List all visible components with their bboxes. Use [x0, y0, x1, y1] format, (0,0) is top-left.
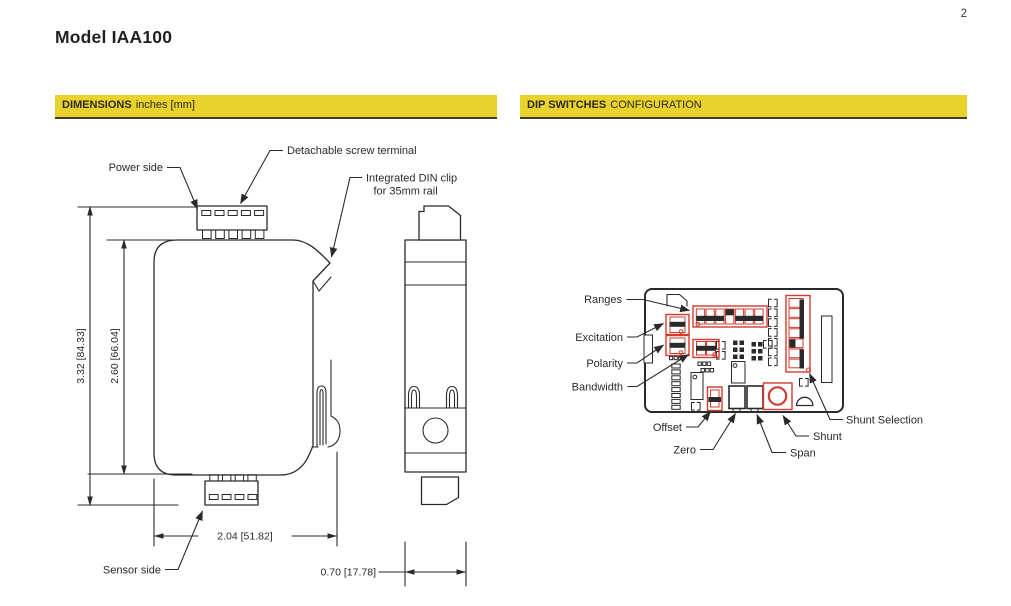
callout-din-clip-line2: for 35mm rail — [373, 185, 438, 198]
section-header-dimensions-sub: inches [mm] — [135, 99, 195, 111]
din-clip-front — [312, 360, 340, 447]
label-bandwidth: Bandwidth — [571, 381, 623, 394]
section-header-dip-bold: DIP SWITCHES — [527, 99, 607, 111]
side-view-bottom-terminal — [422, 477, 459, 505]
zero-pot — [729, 386, 745, 413]
sensor-terminal-tabs — [210, 475, 256, 481]
bandwidth-switch — [693, 340, 719, 358]
side-view-top-terminal — [419, 206, 461, 240]
dimension-drawing — [75, 145, 466, 586]
ranges-dip-switch — [693, 306, 767, 327]
dim-height-inner — [88, 239, 192, 475]
label-ranges: Ranges — [584, 294, 622, 306]
span-pot — [747, 386, 763, 413]
front-view-callouts — [103, 145, 457, 577]
label-polarity: Polarity — [586, 358, 623, 370]
label-shunt-selection: Shunt Selection — [846, 414, 924, 427]
label-span: Span — [790, 447, 816, 460]
callout-sensor-side: Sensor side — [102, 564, 161, 577]
page-number: 2 — [960, 8, 967, 20]
dim-height-outer-label: 3.32 [84.33] — [75, 328, 87, 384]
dim-depth — [321, 542, 466, 586]
power-terminal — [197, 206, 267, 239]
dim-height-inner-label: 2.60 [66.04] — [109, 328, 121, 384]
sensor-terminal — [205, 475, 258, 505]
label-shunt: Shunt — [813, 431, 842, 443]
pcb-drawing — [572, 289, 923, 460]
module-front-view — [154, 206, 340, 505]
section-header-dip-sub: CONFIGURATION — [610, 99, 702, 111]
callout-screw-terminal: Detachable screw terminal — [287, 145, 417, 157]
label-excitation: Excitation — [575, 332, 623, 344]
callout-din-clip-line1: Integrated DIN clip — [366, 172, 458, 185]
dim-width-label: 2.04 [51.82] — [217, 530, 273, 543]
label-offset: Offset — [652, 422, 682, 434]
page-title: Model IAA100 — [55, 27, 173, 47]
power-terminal-tabs — [203, 230, 264, 239]
callout-power-side: Power side — [108, 162, 163, 174]
pcb-left-connector — [644, 335, 653, 363]
module-side-view — [405, 206, 466, 505]
din-notch — [313, 277, 331, 291]
pcb-right-connector — [822, 316, 833, 383]
dim-depth-label: 0.70 [17.78] — [320, 566, 376, 579]
label-zero: Zero — [673, 444, 696, 457]
dim-height-outer — [75, 206, 196, 506]
section-header-dimensions-bold: DIMENSIONS — [62, 99, 132, 111]
